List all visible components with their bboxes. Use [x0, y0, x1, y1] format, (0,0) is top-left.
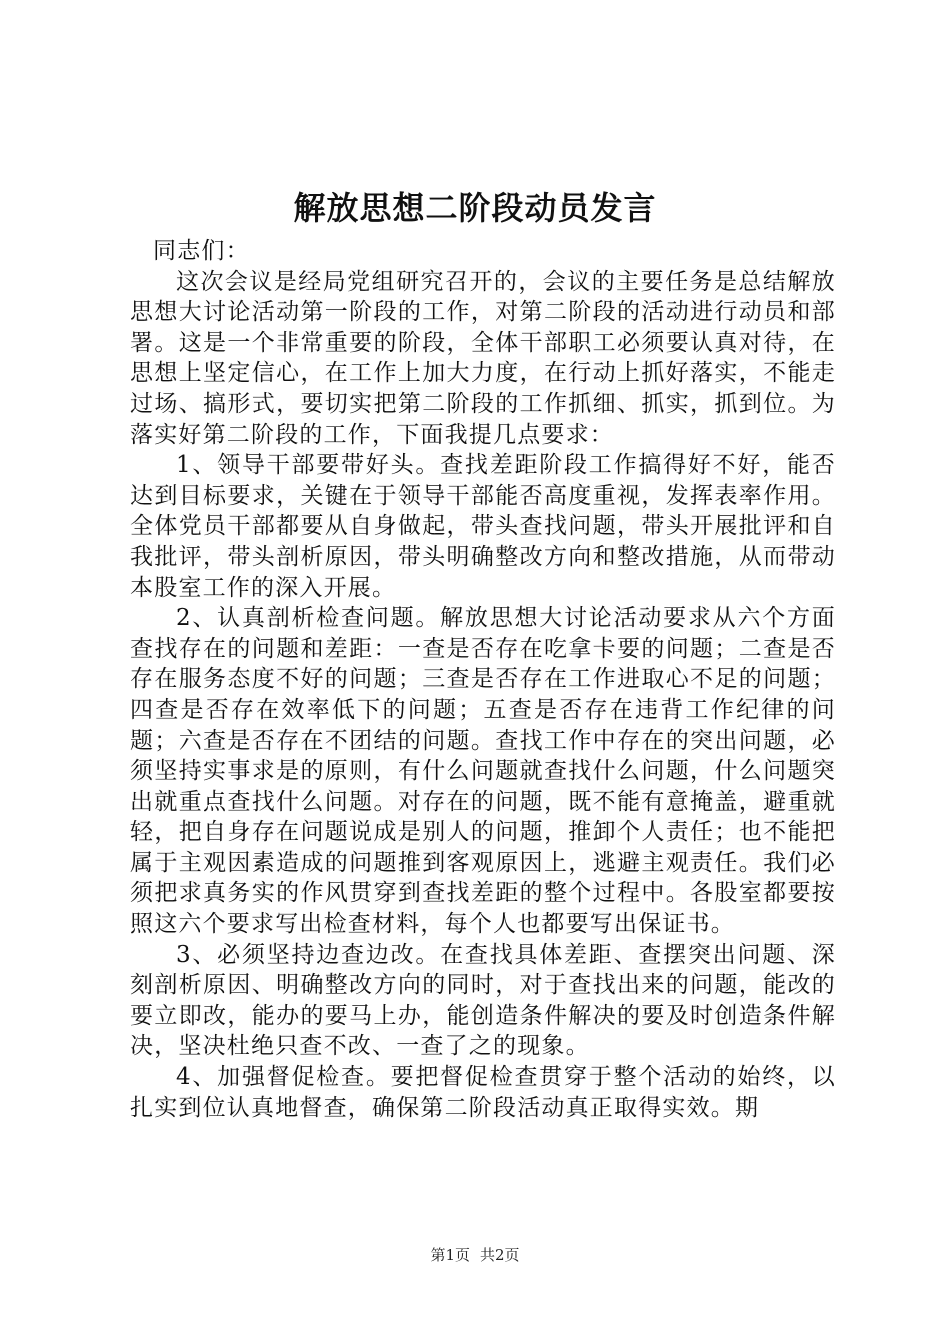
page-total: 共2页 [480, 1246, 520, 1264]
paragraph-point-4: 4、加强督促检查。要把督促检查贯穿于整个活动的始终，以扎实到位认真地督查，确保第二阶段活动真正取得实效。期 [130, 1064, 836, 1121]
paragraph-intro: 这次会议是经局党组研究召开的，会议的主要任务是总结解放思想大讨论活动第一阶段的工作，对第二阶段的活动进行动员和部署。这是一个非常重要的阶段，全体干部职工必须要认真对待，在思想上坚定信心，在工作上加大力度，在行动上抓好落实，不能走过场、搞形式，要切实把第二阶段的工作抓细、抓实，抓到位。为落实好第二阶段的工作，下面我提几点要求： [130, 268, 836, 448]
document-body [130, 236, 836, 1123]
paragraph-point-1: 1、领导干部要带好头。查找差距阶段工作搞得好不好，能否达到目标要求，关键在于领导干部能否高度重视，发挥表率作用。全体党员干部都要从自身做起，带头查找问题，带头开展批评和自我批评，带头剖析原因，带头明确整改方向和整改措施，从而带动本股室工作的深入开展。 [130, 452, 836, 601]
paragraph-point-3: 3、必须坚持边查边改。在查找具体差距、查摆突出问题、深刻剖析原因、明确整改方向的同时，对于查找出来的问题，能改的要立即改，能办的要马上办，能创造条件解决的要及时创造条件解决，坚决杜绝只查不改、一查了之的现象。 [130, 941, 836, 1060]
page-number: 第1页 [430, 1246, 470, 1264]
page-footer [0, 1245, 950, 1265]
salutation: 同志们： [153, 238, 250, 264]
paragraph-point-2: 2、认真剖析检查问题。解放思想大讨论活动要求从六个方面查找存在的问题和差距：一查是否存在吃拿卡要的问题；二查是否存在服务态度不好的问题；三查是否存在工作进取心不足的问题；四查是否存在效率低下的问题；五查是否存在违背工作纪律的问题；六查是否存在不团结的问题。查找工作中存在的突出问题，必须坚持实事求是的原则，有什么问题就查找什么问题，什么问题突出就重点查找什么问题。对存在的问题，既不能有意掩盖，避重就轻，把自身存在问题说成是别人的问题，推卸个人责任；也不能把属于主观因素造成的问题推到客观原因上，逃避主观责任。我们必须把求真务实的作风贯穿到查找差距的整个过程中。各股室都要按照这六个要求写出检查材料，每个人也都要写出保证书。 [130, 605, 836, 938]
document-title: 解放思想二阶段动员发言 [293, 189, 657, 227]
